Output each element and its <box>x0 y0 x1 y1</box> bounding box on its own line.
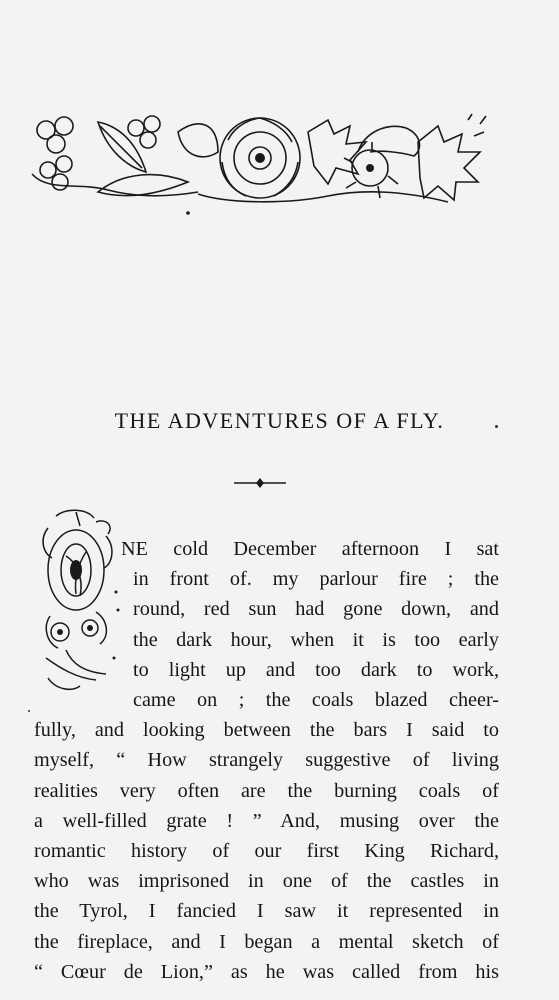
floral-headpiece-ornament <box>28 112 492 217</box>
text-line-4: the dark hour, when it is too early <box>133 628 499 651</box>
text-line-8: myself, “ How strangely suggestive of living <box>34 749 499 772</box>
text-line-12: who was imprisoned in one of the castles in <box>34 870 499 893</box>
text-line-15: “ Cœur de Lion,” as he was called from his <box>34 960 499 983</box>
title-divider-ornament <box>232 476 288 490</box>
text-line-14: the fireplace, and I began a mental sketch of <box>34 930 499 953</box>
print-speck <box>495 425 498 428</box>
text-line-5: to light up and too dark to work, <box>133 658 499 681</box>
chapter-title: THE ADVENTURES OF A FLY. <box>114 408 445 433</box>
text-line-9: realities very often are the burning coals of <box>34 779 499 802</box>
text-line-3: round, red sun had gone down, and <box>133 598 499 621</box>
text-line-1: NE cold December afternoon I sat <box>121 538 499 560</box>
text-line-6: came on ; the coals blazed cheer- <box>133 689 499 712</box>
text-line-13: the Tyrol, I fancied I saw it represented in <box>34 900 499 923</box>
text-line-7: fully, and looking between the bars I said to <box>34 719 499 742</box>
body-text <box>34 534 499 987</box>
print-speck <box>28 710 30 712</box>
text-line-2: in front of. my parlour fire ; the <box>133 568 499 591</box>
text-line-11: romantic history of our first King Richard, <box>34 840 499 863</box>
text-line-10: a well-filled grate ! ” And, musing over the <box>34 809 499 832</box>
